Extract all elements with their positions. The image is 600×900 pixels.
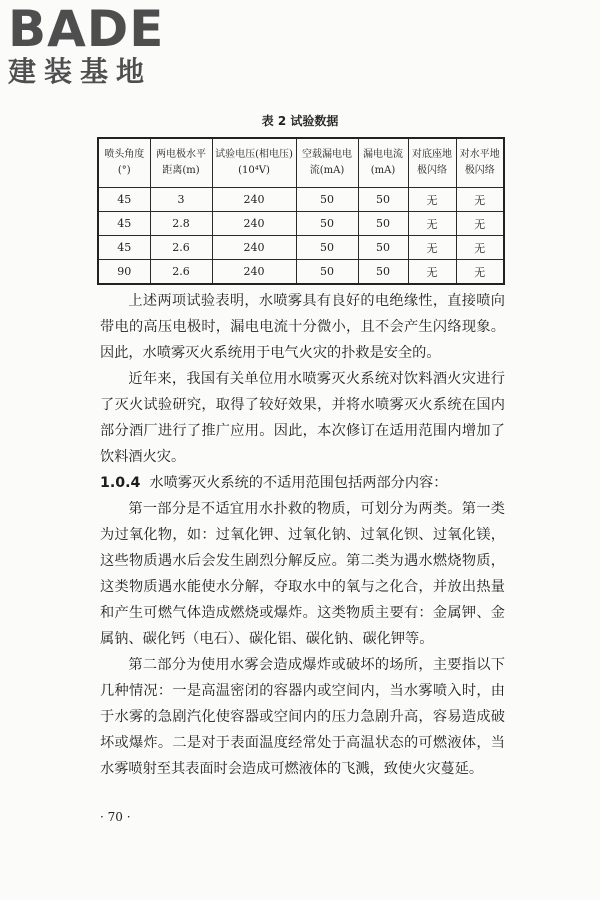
table-cell: 240 xyxy=(212,188,296,212)
table-cell: 无 xyxy=(408,236,456,260)
header-electrode-distance: 两电极水平距离(m) xyxy=(150,138,212,188)
table-cell: 50 xyxy=(296,236,358,260)
table-cell: 45 xyxy=(98,188,150,212)
table-cell: 无 xyxy=(408,260,456,285)
logo-subtitle: 建装基地 xyxy=(8,55,153,88)
table-cell: 90 xyxy=(98,260,150,285)
paragraph-part-two: 第二部分为使用水雾会造成爆炸或破坏的场所，主要指以下几种情况：一是高温密闭的容器内或空间内，当水雾喷入时，由于水雾的急剧汽化使容器或空间内的压力急剧升高，容易造成破坏或爆炸。二是对于表面温度经常处于高温状态的可燃液体，当水雾喷射至其表面时会造成可燃液体的飞溅，致使火灾蔓延。 xyxy=(100,657,505,777)
paragraph-liquor-fire: 近年来，我国有关单位用水喷雾灭火系统对饮料酒火灾进行了灭火试验研究，取得了较好效果，并将水喷雾灭火系统在国内部分酒厂进行了推广应用。因此，本次修订在适用范围内增加了饮料酒火灾。 xyxy=(100,371,505,465)
header-no-load-leakage: 空载漏电电流(mA) xyxy=(296,138,358,188)
header-base-flashover: 对底座地极闪络 xyxy=(408,138,456,188)
table-header-row xyxy=(98,138,504,188)
table-cell: 50 xyxy=(358,236,408,260)
table-cell: 50 xyxy=(296,260,358,285)
header-horizontal-flashover: 对水平地极闪络 xyxy=(456,138,504,188)
body-text xyxy=(100,288,505,782)
table-cell: 3 xyxy=(150,188,212,212)
table-cell: 50 xyxy=(296,188,358,212)
table-cell: 50 xyxy=(358,260,408,285)
table-cell: 2.8 xyxy=(150,212,212,236)
header-nozzle-angle: 喷头角度(°) xyxy=(98,138,150,188)
table-cell: 50 xyxy=(358,212,408,236)
page-number: · 70 · xyxy=(100,810,131,824)
table-cell: 240 xyxy=(212,212,296,236)
paragraph-test-conclusion: 上述两项试验表明，水喷雾具有良好的电绝缘性，直接喷向带电的高压电极时，漏电电流十分微小，且不会产生闪络现象。因此，水喷雾灭火系统用于电气火灾的扑救是安全的。 xyxy=(100,293,505,361)
table-cell: 无 xyxy=(456,212,504,236)
clause-text: 水喷雾灭火系统的不适用范围包括两部分内容： xyxy=(149,475,448,491)
paragraph-part-one: 第一部分是不适宜用水扑救的物质，可划分为两类。第一类为过氧化物，如：过氧化钾、过氧化钠、过氧化钡、过氧化镁，这些物质遇水后会发生剧烈分解反应。第二类为遇水燃烧物质，这类物质遇水能使水分解，夺取水中的氧与之化合，并放出热量和产生可燃气体造成燃烧或爆炸。这类物质主要有：金属钾、金属钠、碳化钙（电石）、碳化铝、碳化钠、碳化钾等。 xyxy=(100,501,505,647)
header-test-voltage: 试验电压(相电压)(10⁴V) xyxy=(212,138,296,188)
table-cell: 50 xyxy=(296,212,358,236)
table-cell: 240 xyxy=(212,260,296,285)
table-row xyxy=(98,188,504,212)
table-cell: 240 xyxy=(212,236,296,260)
header-leakage-current: 漏电电流(mA) xyxy=(358,138,408,188)
table-cell: 无 xyxy=(408,188,456,212)
table-cell: 无 xyxy=(456,188,504,212)
table-cell: 45 xyxy=(98,212,150,236)
logo-title: BADE xyxy=(8,0,165,58)
table-cell: 45 xyxy=(98,236,150,260)
table-cell: 50 xyxy=(358,188,408,212)
clause-number: 1.0.4 xyxy=(100,475,141,491)
test-data-table xyxy=(97,137,505,285)
table-cell: 无 xyxy=(456,236,504,260)
bade-logo xyxy=(8,0,188,88)
clause-1-0-4 xyxy=(100,470,505,496)
table-row xyxy=(98,236,504,260)
table-cell: 2.6 xyxy=(150,260,212,285)
table-caption: 表 2 试验数据 xyxy=(261,114,339,128)
table-cell: 2.6 xyxy=(150,236,212,260)
table-cell: 无 xyxy=(408,212,456,236)
table-cell: 无 xyxy=(456,260,504,285)
table-row xyxy=(98,212,504,236)
table-row xyxy=(98,260,504,285)
